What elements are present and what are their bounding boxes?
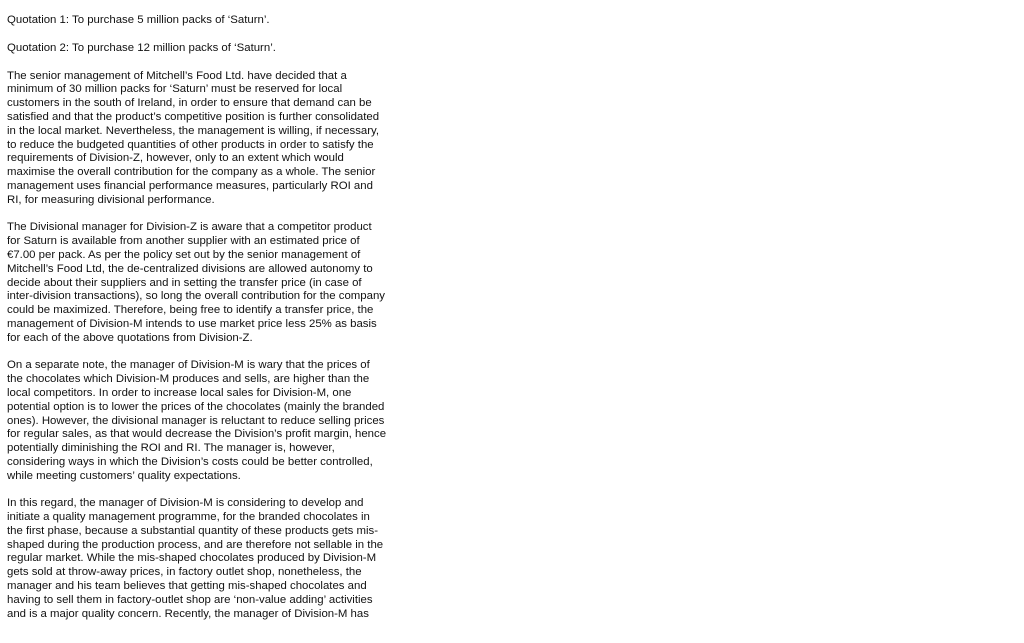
paragraph-division-z-manager: [7, 221, 417, 345]
text-line: for Saturn is available from another supplier with an estimated price of: [7, 235, 360, 248]
text-line: shaped during the production process, and are therefore not sellable in the: [7, 538, 384, 551]
text-line: local competitors. In order to increase local sales for Division-M, one: [7, 386, 352, 399]
text-line: management of Division-M intends to use market price less 25% as basis: [7, 317, 377, 330]
text-line: customers in the south of Ireland, in order to ensure that demand can be: [7, 97, 372, 110]
text-line: decide about their suppliers and in setting the transfer price (in case of: [7, 276, 362, 289]
text-line: The Divisional manager for Division-Z is aware that a competitor product: [7, 221, 372, 234]
text-line: having to sell them in factory-outlet shop are ‘non-value adding’ activities: [7, 593, 373, 606]
text-line: maximise the overall contribution for the company as a whole. The senior: [7, 166, 376, 179]
text-line: ones). However, the divisional manager is reluctant to reduce selling prices: [7, 414, 385, 427]
text-line: and is a major quality concern. Recently, the manager of Division-M has: [7, 607, 369, 620]
text-line: regular market. While the mis-shaped chocolates produced by Division-M: [7, 552, 377, 565]
text-line: In this regard, the manager of Division-M is considering to develop and: [7, 497, 364, 510]
text-line: to reduce the budgeted quantities of other products in order to satisfy the: [7, 138, 374, 151]
text-line: gets sold at throw-away prices, in factory outlet shop, nonetheless, the: [7, 566, 362, 579]
paragraph-quality-management: [7, 497, 417, 621]
text-line: for each of the above quotations from Division-Z.: [7, 331, 253, 344]
text-line: satisfied and that the product’s competitive position is further consolidated: [7, 110, 380, 123]
text-line: the chocolates which Division-M produces and sells, are higher than the: [7, 373, 370, 386]
text-line: potentially diminishing the ROI and RI. The manager is, however,: [7, 442, 335, 455]
text-line: could be maximized. Therefore, being free to identify a transfer price, the: [7, 304, 374, 317]
text-line: initiate a quality management programme, for the branded chocolates in: [7, 511, 370, 524]
text-line: considering ways in which the Division’s costs could be better controlled,: [7, 455, 373, 468]
text-line: €7.00 per pack. As per the policy set out by the senior management of: [7, 248, 361, 261]
paragraph-senior-management: [7, 70, 417, 208]
text-line: The senior management of Mitchell’s Food Ltd. have decided that a: [7, 69, 347, 82]
text-line: for regular sales, as that would decrease the Division’s profit margin, hence: [7, 428, 387, 441]
text-line: minimum of 30 million packs for ‘Saturn’ must be reserved for local: [7, 83, 343, 96]
text-line: management uses financial performance measures, particularly ROI and: [7, 179, 373, 192]
text-line: RI, for measuring divisional performance.: [7, 193, 215, 206]
text-line: Mitchell’s Food Ltd, the de-centralized divisions are allowed autonomy to: [7, 262, 373, 275]
text-line: while meeting customers’ quality expectations.: [7, 469, 241, 482]
quotation-2: Quotation 2: To purchase 12 million packs of ‘Saturn’.: [7, 41, 276, 54]
text-line: manager and his team believes that getting mis-shaped chocolates and: [7, 580, 367, 593]
document-body: [7, 14, 417, 635]
text-line: the first phase, because a substantial quantity of these products gets mis-: [7, 524, 379, 537]
text-line: potential option is to lower the prices of the chocolates (mainly the branded: [7, 400, 385, 413]
paragraph-division-m-prices: [7, 359, 417, 483]
text-line: On a separate note, the manager of Division-M is wary that the prices of: [7, 359, 370, 372]
text-line: requirements of Division-Z, however, only to an extent which would: [7, 152, 344, 165]
text-line: inter-division transactions), so long the overall contribution for the company: [7, 290, 385, 303]
quotation-1: Quotation 1: To purchase 5 million packs of ‘Saturn’.: [7, 14, 270, 26]
text-line: in the local market. Nevertheless, the management is willing, if necessary,: [7, 124, 380, 137]
